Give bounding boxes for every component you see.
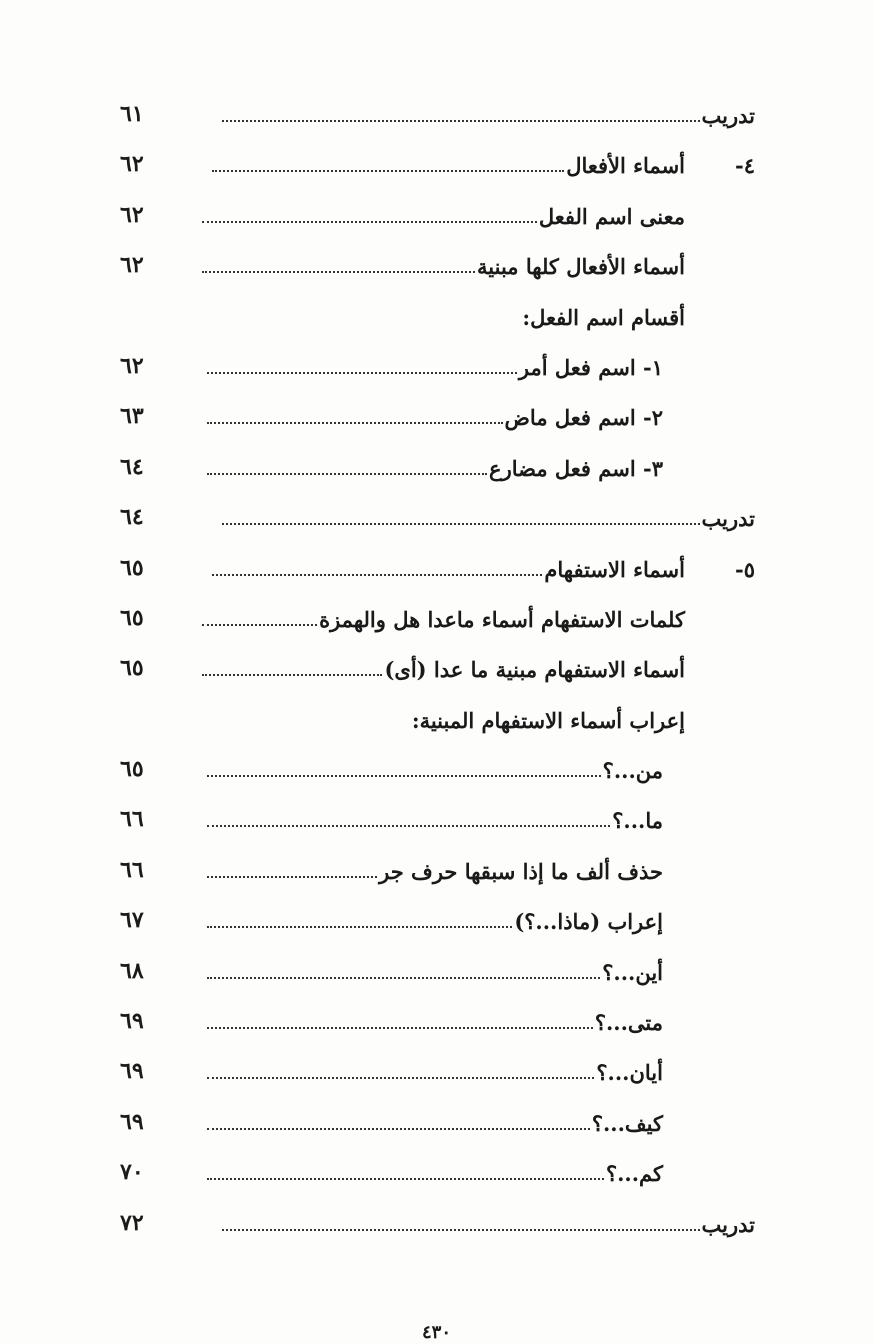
toc-entry-title: إعراب (ماذا...؟) [514, 909, 663, 935]
toc-entry-title: أسماء الأفعال كلها مبنية [477, 254, 685, 280]
toc-entry-text [200, 204, 685, 229]
toc-entry [0, 145, 873, 195]
toc-entry [0, 1002, 873, 1052]
toc-entry-title: أسماء الاستفهام مبنية ما عدا (أى) [384, 657, 685, 683]
toc-entry [0, 700, 873, 750]
dot-leader [212, 168, 564, 172]
toc-entry-title: إعراب أسماء الاستفهام المبنية: [411, 707, 685, 733]
toc-entry [0, 649, 873, 699]
dot-leader [202, 622, 317, 626]
toc-entry-text [220, 1212, 755, 1237]
toc-page-number: ٦٩ [120, 1108, 144, 1135]
dot-leader [202, 269, 475, 273]
toc-entry [0, 297, 873, 347]
toc-entry [0, 599, 873, 649]
toc-page-number: ٦٦ [120, 856, 144, 883]
toc-entry [0, 901, 873, 951]
dot-leader [207, 1126, 590, 1130]
toc-page-number: ٦٢ [120, 352, 144, 379]
toc-page-number: ٦٤ [120, 453, 144, 480]
dot-leader [207, 773, 601, 777]
toc-entry [0, 246, 873, 296]
toc-entry-title: أقسام اسم الفعل: [522, 304, 685, 330]
dot-leader [212, 572, 542, 576]
toc-entry [0, 347, 873, 397]
toc-page-number: ٦٧ [120, 907, 144, 934]
dot-leader [207, 370, 517, 374]
toc-page-number: ٧٠ [120, 1159, 144, 1186]
toc-entry-text [200, 657, 685, 682]
toc-page-number: ٦٣ [120, 403, 144, 430]
toc-entry-title: ١- اسم فعل أمر [518, 354, 663, 380]
toc-entry-title: أين...؟ [602, 959, 663, 985]
toc-entry-text [220, 506, 755, 531]
toc-entry [0, 750, 873, 800]
toc-entry-text [205, 355, 663, 380]
toc-page-number: ٦٥ [120, 655, 144, 682]
toc-entry-title: من...؟ [602, 758, 663, 784]
page-number: ٤٣٠ [421, 1322, 451, 1343]
toc-entry-text [205, 1060, 663, 1085]
dot-leader [207, 1025, 593, 1029]
toc-entry-title: أسماء الأفعال [566, 153, 685, 179]
dot-leader [207, 975, 600, 979]
toc-page-number: ٦٨ [120, 957, 144, 984]
toc-entry-title: ٣- اسم فعل مضارع [489, 455, 663, 481]
toc-entry-text [200, 305, 685, 330]
dot-leader [207, 1176, 604, 1180]
dot-leader [207, 420, 503, 424]
toc-page-number: ٦٢ [120, 201, 144, 228]
toc-entry-text [205, 1111, 663, 1136]
dot-leader [222, 521, 700, 525]
toc-page-number: ٧٢ [120, 1209, 144, 1236]
toc-page-number: ٦١ [120, 101, 144, 127]
toc-entry-title: كيف...؟ [591, 1110, 663, 1136]
toc-entry [0, 196, 873, 246]
toc-entry-text [205, 456, 663, 481]
toc-page-number: ٦٥ [120, 554, 144, 581]
toc-entry-title: أيان...؟ [596, 1060, 663, 1086]
section-number: ٤- [735, 153, 755, 179]
toc-page-number: ٦٦ [120, 806, 144, 833]
dot-leader [222, 1227, 700, 1231]
toc-page-number: ٦٥ [120, 604, 144, 631]
toc-entry-text [210, 557, 755, 582]
dot-leader [207, 924, 512, 928]
toc-entry-text [220, 103, 755, 128]
toc-entry [0, 1153, 873, 1203]
section-number: ٥- [735, 556, 755, 582]
toc-entry [0, 952, 873, 1002]
toc-entry-text [205, 405, 663, 430]
toc-entry-title: تدريب [701, 506, 755, 532]
dot-leader [207, 471, 487, 475]
toc-entry [0, 851, 873, 901]
toc-entry-title: تدريب [701, 1211, 755, 1237]
toc-entry-text [200, 708, 685, 733]
toc-page-number: ٦٢ [120, 252, 144, 279]
toc-entry-text [205, 1161, 663, 1186]
toc-entry-title: معنى اسم الفعل [538, 203, 685, 229]
toc-page-number: ٦٩ [120, 1008, 144, 1035]
toc-entry-title: كم...؟ [605, 1161, 663, 1187]
toc-entry [0, 800, 873, 850]
toc-entry-text [205, 1010, 663, 1035]
toc-entry-text [200, 254, 685, 279]
toc-entry [0, 448, 873, 498]
toc-entry-title: أسماء الاستفهام [544, 556, 685, 582]
toc-entry-text [210, 153, 755, 178]
toc-entry-text [205, 960, 663, 985]
toc-page-number: ٦٢ [120, 151, 144, 178]
toc-entry-title: حذف ألف ما إذا سبقها حرف جر [379, 858, 663, 884]
toc-entry [0, 1103, 873, 1153]
toc-page-number: ٦٩ [120, 1058, 144, 1085]
toc-entry-text [205, 909, 663, 934]
toc-entry [0, 498, 873, 548]
toc-entry-text [205, 808, 663, 833]
dot-leader [222, 118, 700, 122]
dot-leader [207, 1075, 594, 1079]
toc-entry [0, 95, 873, 145]
toc-entry-title: متى...؟ [594, 1010, 663, 1036]
toc-entry [0, 397, 873, 447]
table-of-contents [0, 95, 873, 1254]
toc-entry-title: ٢- اسم فعل ماض [504, 405, 663, 431]
dot-leader [202, 219, 537, 223]
toc-entry [0, 1052, 873, 1102]
toc-page-number: ٦٥ [120, 756, 144, 783]
toc-entry-title: تدريب [701, 103, 755, 128]
toc-entry-text [205, 758, 663, 783]
toc-page-number: ٦٤ [120, 504, 144, 531]
dot-leader [207, 823, 610, 827]
toc-entry-text [205, 859, 663, 884]
toc-entry-title: ما...؟ [612, 808, 663, 834]
toc-entry-title: كلمات الاستفهام أسماء ماعدا هل والهمزة [319, 606, 685, 632]
toc-entry [0, 1204, 873, 1254]
toc-entry [0, 549, 873, 599]
dot-leader [202, 672, 382, 676]
dot-leader [207, 874, 377, 878]
toc-entry-text [200, 607, 685, 632]
